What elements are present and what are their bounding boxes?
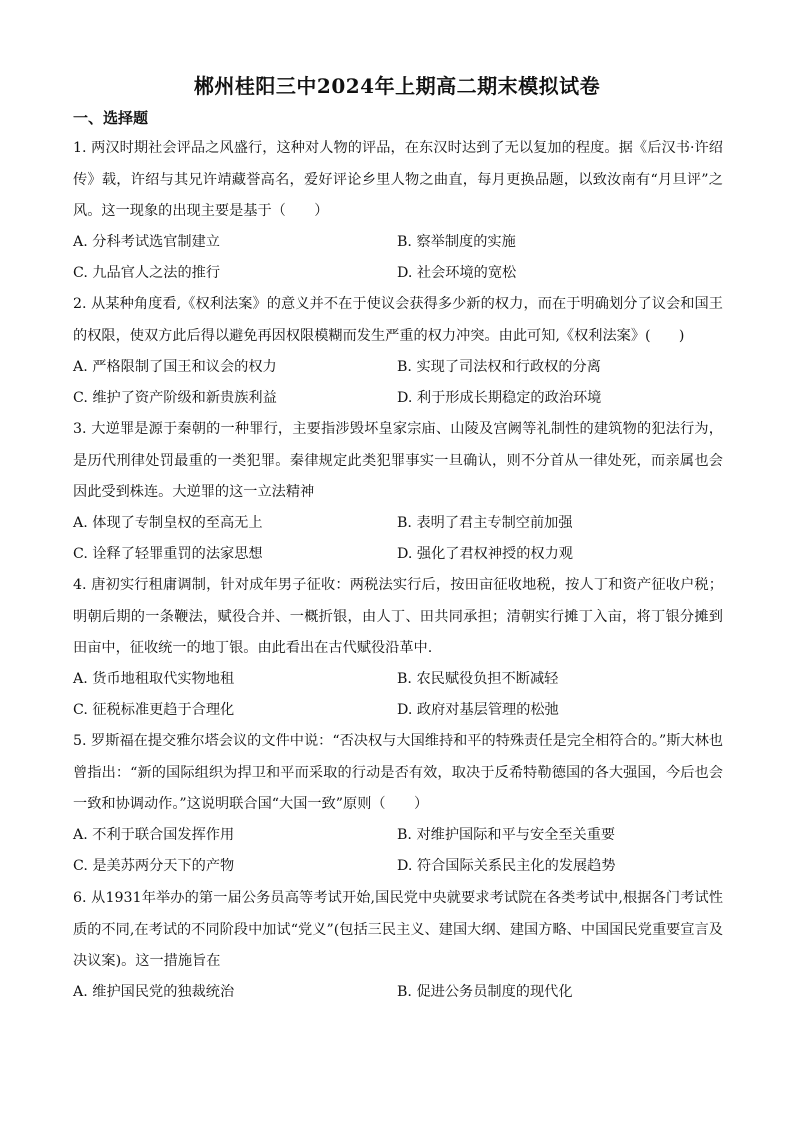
option-row [73,977,723,1008]
question-4-options [73,664,723,726]
option-a: A. 不利于联合国发挥作用 [73,827,235,843]
option-c: C. 诠释了轻罪重罚的法家思想 [73,546,263,562]
question-6-options [73,977,723,1008]
option-d: D. 符合国际关系民主化的发展趋势 [397,858,616,874]
question-5-options [73,820,723,882]
option-d: D. 利于形成长期稳定的政治环境 [397,390,602,406]
option-c: C. 维护了资产阶级和新贵族利益 [73,390,277,406]
option-a: A. 货币地租取代实物地租 [73,671,235,687]
option-row [73,352,723,383]
option-row [73,851,723,882]
option-a: A. 分科考试选官制建立 [73,234,220,250]
option-b: B. 促进公务员制度的现代化 [397,984,573,1000]
question-3-options [73,508,723,570]
option-row [73,227,723,258]
option-b: B. 对维护国际和平与安全至关重要 [397,827,616,843]
option-a: A. 维护国民党的独裁统治 [73,984,235,1000]
option-a: A. 体现了专制皇权的至高无上 [73,515,263,531]
option-row [73,383,723,414]
question-2-stem: 2. 从某种角度看,《权利法案》的意义并不在于使议会获得多少新的权力，而在于明确划分了议会和国王的权限，使双方此后得以避免再因权限模糊而发生严重的权力冲突。由此可知,《权利法案》( ) [73,296,723,344]
question-4-stem: 4. 唐初实行租庸调制，针对成年男子征收：两税法实行后，按田亩征收地税，按人丁和资产征收户税；明朝后期的一条鞭法，赋役合并、一概折银，由人丁、田共同承担；清朝实行摊丁入亩，将丁银分摊到田亩中，征收统一的地丁银。由此看出在古代赋役沿革中. [73,577,723,656]
question-2-options [73,352,723,414]
option-d: D. 强化了君权神授的权力观 [397,546,573,562]
option-b: B. 表明了君主专制空前加强 [397,515,573,531]
option-row [73,664,723,695]
question-1-options [73,227,723,289]
section-heading: 一、选择题 [73,109,149,127]
option-b: B. 农民赋役负担不断减轻 [397,671,559,687]
question-6-stem: 6. 从1931年举办的第一届公务员高等考试开始,国民党中央就要求考试院在各类考试中,根据各门考试性质的不同,在考试的不同阶段中加试“党义”(包括三民主义、建国大纲、建国方略、中国国民党重要宣言及决议案)。这一措施旨在 [73,890,723,969]
option-c: C. 九品官人之法的推行 [73,265,221,281]
option-row [73,820,723,851]
option-b: B. 察举制度的实施 [397,234,516,250]
option-row [73,695,723,726]
option-row [73,258,723,289]
option-b: B. 实现了司法权和行政权的分离 [397,359,601,375]
question-3-stem: 3. 大逆罪是源于秦朝的一种罪行，主要指涉毁坏皇家宗庙、山陵及宫阙等礼制性的建筑物的犯法行为，是历代刑律处罚最重的一类犯罪。秦律规定此类犯罪事实一旦确认，则不分首从一律处死，而亲属也会因此受到株连。大逆罪的这一立法精神 [73,421,723,500]
option-a: A. 严格限制了国王和议会的权力 [73,359,277,375]
option-d: D. 社会环境的宽松 [397,265,517,281]
option-c: C. 征税标准更趋于合理化 [73,702,235,718]
question-5-stem: 5. 罗斯福在提交雅尔塔会议的文件中说：“否决权与大国维持和平的特殊责任是完全相符合的。”斯大林也曾指出：“新的国际组织为捍卫和平而采取的行动是否有效，取决于反希特勒德国的各大强国，今后也会一致和协调动作。”这说明联合国“大国一致”原则（ ） [73,733,723,812]
question-1-stem: 1. 两汉时期社会评品之风盛行，这种对人物的评品，在东汉时达到了无以复加的程度。据《后汉书·许绍传》载，许绍与其兄许靖藏誉高名，爱好评论乡里人物之曲直，每月更换品题，以致汝南有“月旦评”之风。这一现象的出现主要是基于（ ） [73,140,723,219]
option-c: C. 是美苏两分天下的产物 [73,858,235,874]
option-row [73,539,723,570]
option-row [73,508,723,539]
option-d: D. 政府对基层管理的松弛 [397,702,559,718]
page-title: 郴州桂阳三中2024年上期高二期末模拟试卷 [193,74,601,98]
